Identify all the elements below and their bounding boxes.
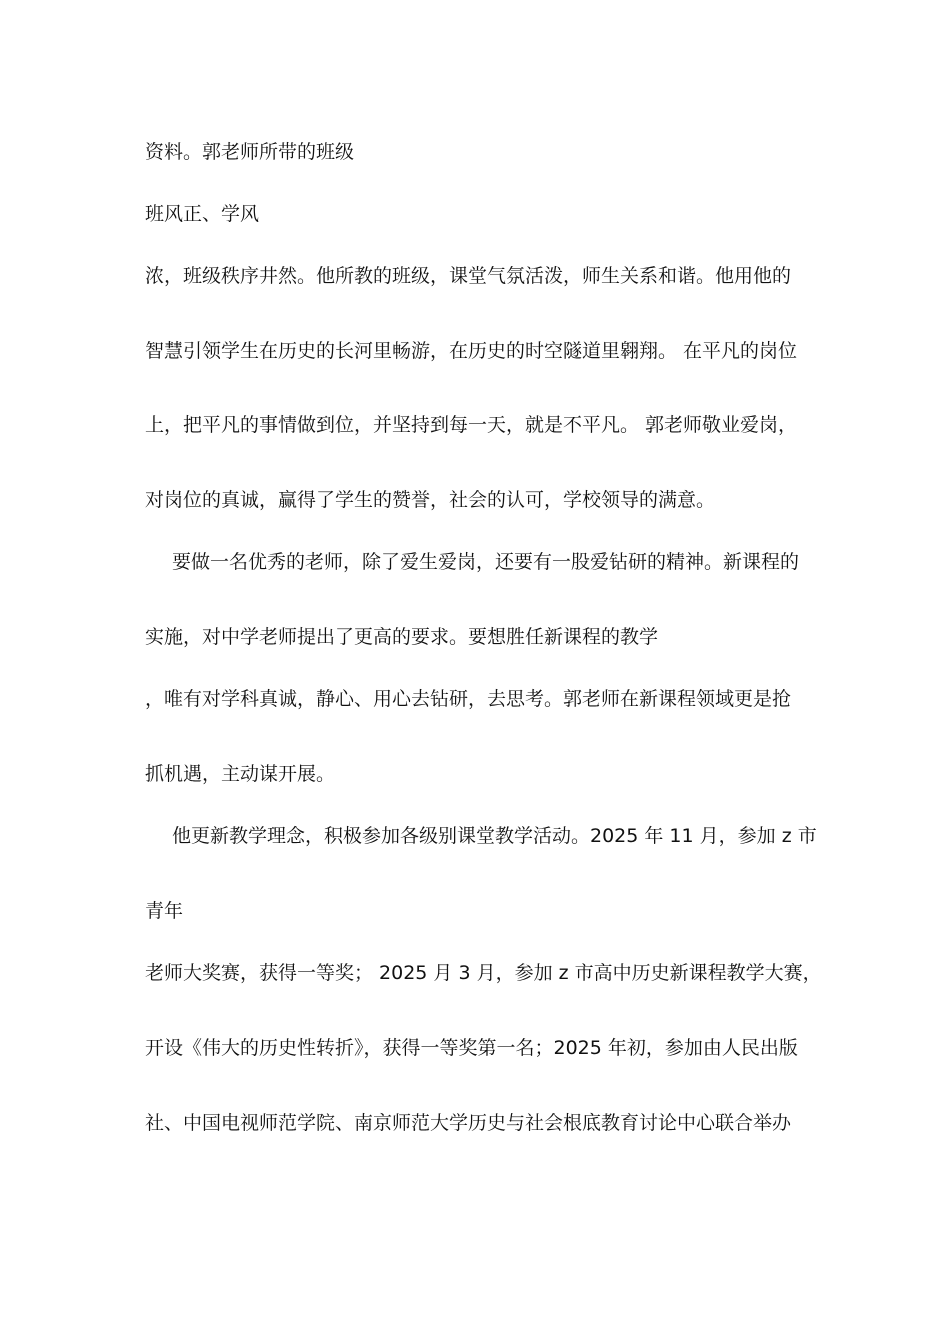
paragraph-line: 社、中国电视师范学院、南京师范大学历史与社会根底教育讨论中心联合举办 — [145, 1112, 792, 1134]
paragraph-line: 抓机遇，主动谋开展。 — [145, 763, 336, 785]
paragraph-line: ，唯有对学科真诚，静心、用心去钻研，去思考。郭老师在新课程领域更是抢 — [145, 688, 792, 710]
paragraph-line: 资料。郭老师所带的班级 — [145, 141, 355, 163]
paragraph-line: 班风正、学风 — [145, 203, 260, 225]
paragraph-line: 老师大奖赛，获得一等奖； 2025 月 3 月，参加 z 市高中历史新课程教学大赛， — [145, 962, 822, 984]
paragraph-first-line: 他更新教学理念，积极参加各级别课堂教学活动。2025 年 11 月，参加 z 市 — [172, 825, 817, 847]
paragraph-line: 青年 — [145, 900, 184, 922]
paragraph-first-line: 要做一名优秀的老师，除了爱生爱岗，还要有一股爱钻研的精神。新课程的 — [172, 551, 800, 573]
paragraph-line: 智慧引领学生在历史的长河里畅游，在历史的时空隧道里翱翔。 在平凡的岗位 — [145, 340, 798, 362]
paragraph-line: 浓，班级秩序井然。他所教的班级，课堂气氛活泼，师生关系和谐。他用他的 — [145, 265, 792, 287]
paragraph-line: 实施，对中学老师提出了更高的要求。要想胜任新课程的教学 — [145, 626, 659, 648]
paragraph-line: 开设《伟大的历史性转折》，获得一等奖第一名；2025 年初，参加由人民出版 — [145, 1037, 798, 1059]
paragraph-line: 对岗位的真诚，赢得了学生的赞誉，社会的认可，学校领导的满意。 — [145, 489, 716, 511]
paragraph-line: 上，把平凡的事情做到位，并坚持到每一天，就是不平凡。 郭老师敬业爱岗， — [145, 414, 798, 436]
